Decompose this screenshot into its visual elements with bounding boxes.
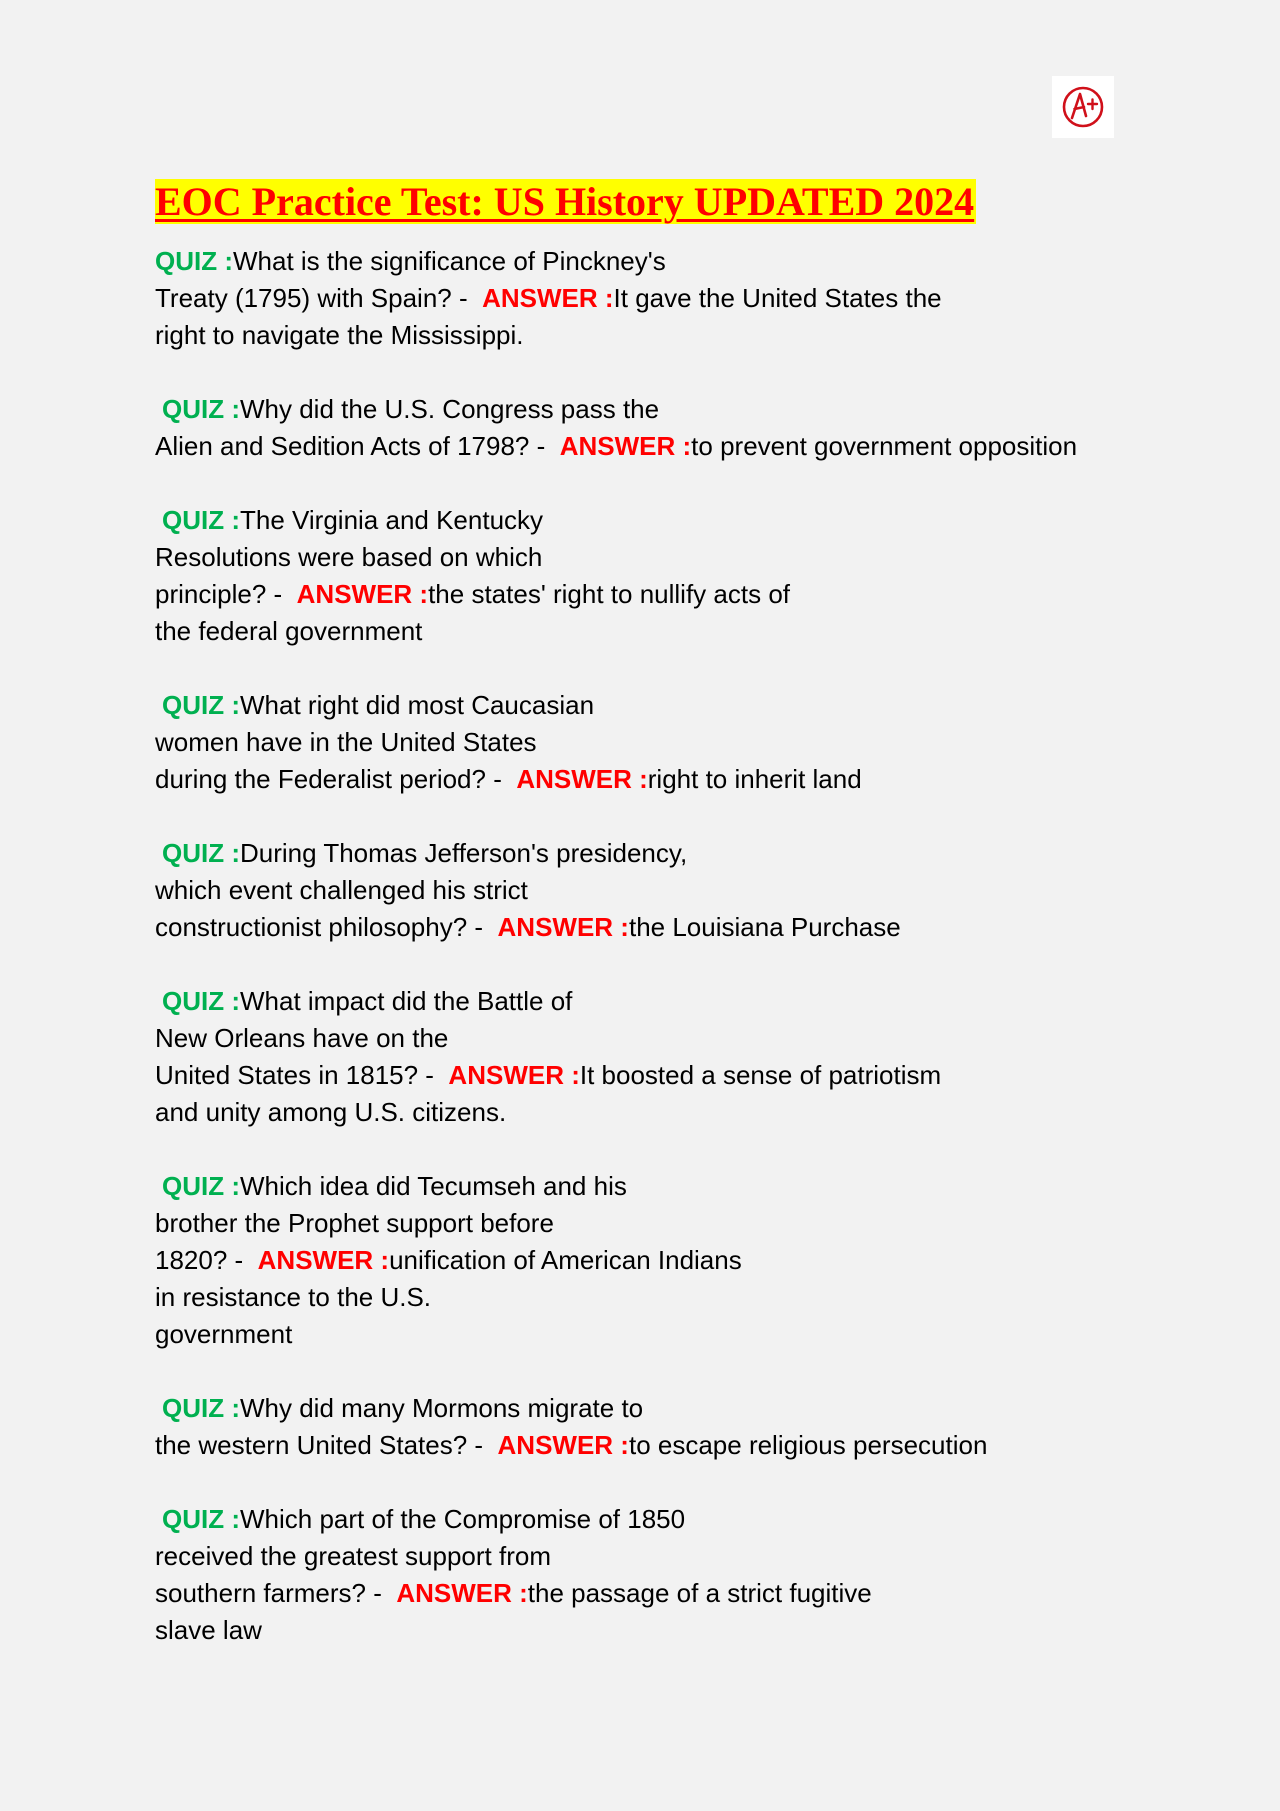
quiz-label: QUIZ : bbox=[162, 505, 240, 535]
qa-line bbox=[155, 502, 1155, 539]
question-text: Resolutions were based on which bbox=[155, 542, 543, 572]
qa-line bbox=[155, 1427, 1155, 1464]
question-text: Treaty (1795) with Spain? - bbox=[155, 283, 475, 313]
quiz-label: QUIZ : bbox=[162, 1171, 240, 1201]
qa-line bbox=[155, 1501, 1155, 1538]
document-body bbox=[155, 172, 1155, 1686]
quiz-label: QUIZ : bbox=[155, 246, 233, 276]
qa-line bbox=[155, 835, 1155, 872]
answer-label: ANSWER : bbox=[296, 579, 429, 609]
answer-label: ANSWER : bbox=[396, 1578, 528, 1608]
qa-line bbox=[155, 1538, 1155, 1575]
question-text: What is the significance of Pinckney's bbox=[233, 246, 666, 276]
qa-item bbox=[155, 391, 1155, 465]
a-plus-grade-icon bbox=[1060, 84, 1106, 130]
question-text: Alien and Sedition Acts of 1798? - bbox=[155, 431, 553, 461]
answer-text: the Louisiana Purchase bbox=[628, 912, 901, 942]
answer-text: right to navigate the Mississippi. bbox=[155, 320, 524, 350]
question-text: southern farmers? - bbox=[155, 1578, 390, 1608]
qa-item bbox=[155, 1501, 1155, 1649]
question-text: women have in the United States bbox=[155, 727, 537, 757]
question-text: during the Federalist period? - bbox=[155, 764, 510, 794]
answer-text: It gave the United States the bbox=[613, 283, 942, 313]
question-text: United States in 1815? - bbox=[155, 1060, 442, 1090]
question-text: Which part of the Compromise of 1850 bbox=[240, 1504, 686, 1534]
qa-item bbox=[155, 243, 1155, 354]
question-text: The Virginia and Kentucky bbox=[240, 505, 544, 535]
qa-line bbox=[155, 1057, 1155, 1094]
answer-label: ANSWER : bbox=[448, 1060, 580, 1090]
qa-line bbox=[155, 1575, 1155, 1612]
answer-text: and unity among U.S. citizens. bbox=[155, 1097, 507, 1127]
answer-text: the passage of a strict fugitive bbox=[527, 1578, 872, 1608]
qa-item bbox=[155, 983, 1155, 1131]
qa-line bbox=[155, 909, 1155, 946]
qa-item bbox=[155, 502, 1155, 650]
answer-text: government bbox=[155, 1319, 293, 1349]
question-text: New Orleans have on the bbox=[155, 1023, 449, 1053]
answer-label: ANSWER : bbox=[482, 283, 614, 313]
qa-line bbox=[155, 1205, 1155, 1242]
qa-item bbox=[155, 687, 1155, 798]
qa-list bbox=[155, 243, 1155, 1649]
qa-line bbox=[155, 1390, 1155, 1427]
answer-text: unification of American Indians bbox=[389, 1245, 742, 1275]
quiz-label: QUIZ : bbox=[162, 986, 240, 1016]
page-title: EOC Practice Test: US History UPDATED 2024 bbox=[155, 179, 975, 224]
answer-label: ANSWER : bbox=[497, 912, 629, 942]
qa-line bbox=[155, 243, 1155, 280]
qa-line bbox=[155, 1020, 1155, 1057]
qa-line bbox=[155, 687, 1155, 724]
answer-text: the federal government bbox=[155, 616, 423, 646]
qa-line bbox=[155, 872, 1155, 909]
answer-label: ANSWER : bbox=[516, 764, 648, 794]
quiz-label: QUIZ : bbox=[162, 1504, 240, 1534]
answer-label: ANSWER : bbox=[257, 1245, 390, 1275]
quiz-label: QUIZ : bbox=[162, 690, 240, 720]
answer-text: the states' right to nullify acts of bbox=[428, 579, 790, 609]
question-text: received the greatest support from bbox=[155, 1541, 551, 1571]
question-text: What right did most Caucasian bbox=[240, 690, 595, 720]
quiz-label: QUIZ : bbox=[162, 394, 240, 424]
question-text: Why did many Mormons migrate to bbox=[240, 1393, 644, 1423]
question-text: 1820? - bbox=[155, 1245, 251, 1275]
qa-line bbox=[155, 761, 1155, 798]
question-text: which event challenged his strict bbox=[155, 875, 528, 905]
answer-text: slave law bbox=[155, 1615, 262, 1645]
question-text: constructionist philosophy? - bbox=[155, 912, 491, 942]
qa-item bbox=[155, 1168, 1155, 1353]
question-text: brother the Prophet support before bbox=[155, 1208, 554, 1238]
quiz-label: QUIZ : bbox=[162, 838, 240, 868]
qa-line bbox=[155, 1242, 1155, 1279]
question-text: Which idea did Tecumseh and his bbox=[240, 1171, 627, 1201]
qa-item bbox=[155, 1390, 1155, 1464]
qa-line bbox=[155, 1168, 1155, 1205]
question-text: During Thomas Jefferson's presidency, bbox=[240, 838, 688, 868]
question-text: the western United States? - bbox=[155, 1430, 491, 1460]
question-text: What impact did the Battle of bbox=[240, 986, 573, 1016]
answer-text: in resistance to the U.S. bbox=[155, 1282, 432, 1312]
answer-label: ANSWER : bbox=[497, 1430, 629, 1460]
qa-line bbox=[155, 391, 1155, 428]
qa-item bbox=[155, 835, 1155, 946]
question-text: principle? - bbox=[155, 579, 290, 609]
qa-line bbox=[155, 280, 1155, 317]
logo-badge bbox=[1052, 76, 1114, 138]
question-text: Why did the U.S. Congress pass the bbox=[240, 394, 660, 424]
qa-line bbox=[155, 576, 1155, 613]
answer-label: ANSWER : bbox=[559, 431, 692, 461]
quiz-label: QUIZ : bbox=[162, 1393, 240, 1423]
qa-line bbox=[155, 724, 1155, 761]
qa-line bbox=[155, 428, 1155, 465]
qa-line bbox=[155, 539, 1155, 576]
answer-text: to prevent government opposition bbox=[691, 431, 1078, 461]
answer-text: It boosted a sense of patriotism bbox=[579, 1060, 942, 1090]
qa-line bbox=[155, 983, 1155, 1020]
answer-text: right to inherit land bbox=[647, 764, 862, 794]
answer-text: to escape religious persecution bbox=[628, 1430, 988, 1460]
